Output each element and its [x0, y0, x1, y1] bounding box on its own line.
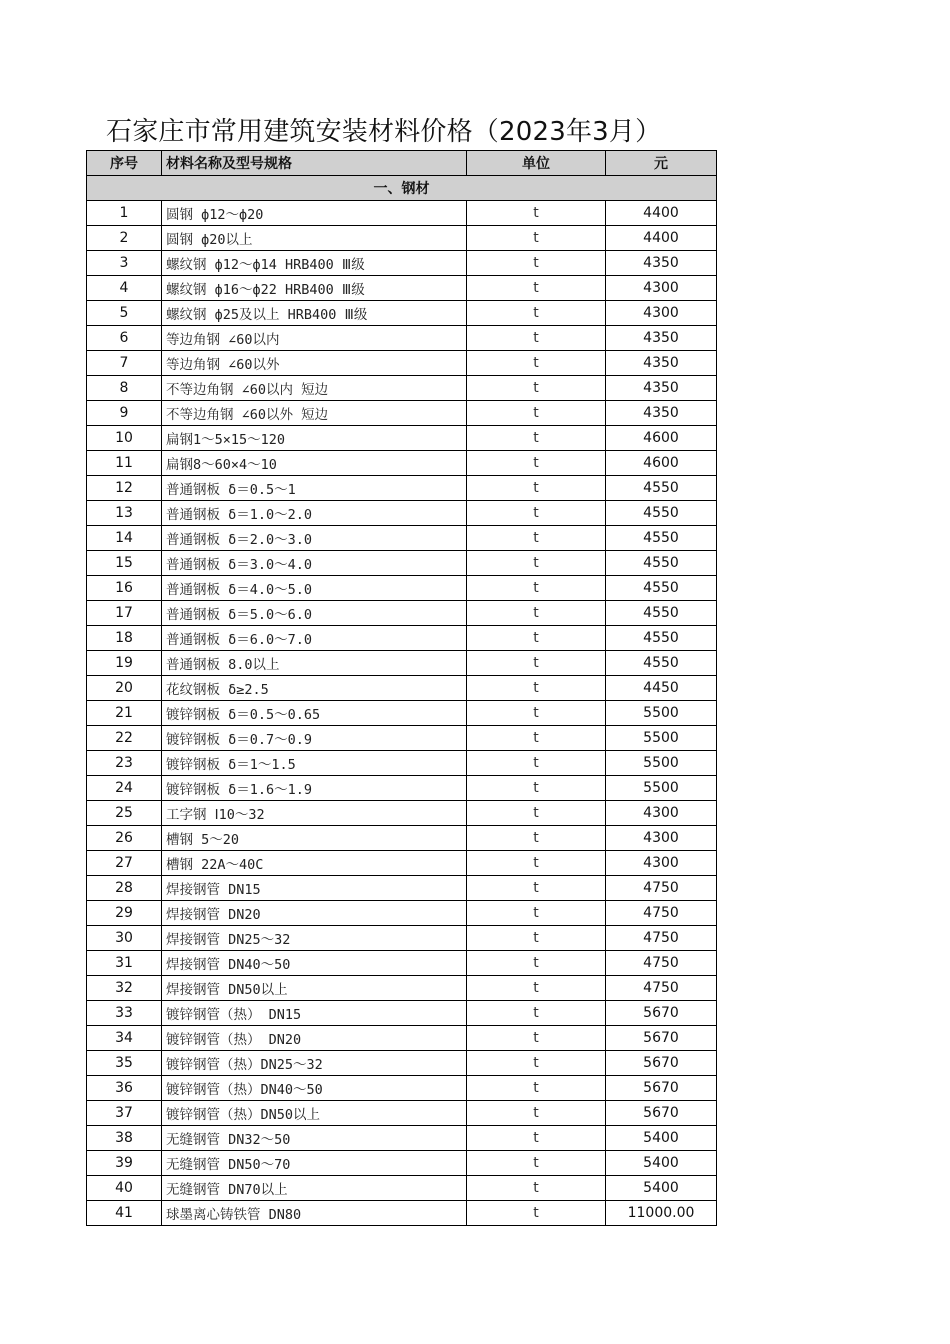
unit-cell: t: [467, 701, 606, 726]
material-name-cell: 不等边角钢 ∠60以外 短边: [162, 401, 467, 426]
table-row: [87, 1201, 717, 1226]
price-cell: 4750: [606, 876, 717, 901]
material-name-cell: 普通钢板 δ＝5.0～6.0: [162, 601, 467, 626]
material-name-cell: 无缝钢管 DN70以上: [162, 1176, 467, 1201]
material-name-cell: 不等边角钢 ∠60以内 短边: [162, 376, 467, 401]
serial-cell: 26: [87, 826, 162, 851]
serial-cell: 40: [87, 1176, 162, 1201]
material-name-cell: 等边角钢 ∠60以外: [162, 351, 467, 376]
unit-cell: t: [467, 351, 606, 376]
material-name-cell: 焊接钢管 DN25～32: [162, 926, 467, 951]
serial-cell: 37: [87, 1101, 162, 1126]
material-name-cell: 镀锌钢板 δ＝0.7～0.9: [162, 726, 467, 751]
material-name-cell: 焊接钢管 DN20: [162, 901, 467, 926]
unit-cell: t: [467, 376, 606, 401]
unit-cell: t: [467, 726, 606, 751]
table-row: [87, 251, 717, 276]
material-name-cell: 扁钢8～60×4～10: [162, 451, 467, 476]
price-cell: 4350: [606, 376, 717, 401]
unit-cell: t: [467, 526, 606, 551]
serial-cell: 6: [87, 326, 162, 351]
table-row: [87, 526, 717, 551]
unit-cell: t: [467, 626, 606, 651]
price-cell: 4600: [606, 426, 717, 451]
material-name-cell: 普通钢板 δ＝1.0～2.0: [162, 501, 467, 526]
price-cell: 4400: [606, 201, 717, 226]
table-row: [87, 676, 717, 701]
table-row: [87, 776, 717, 801]
table-row: [87, 1176, 717, 1201]
unit-cell: t: [467, 776, 606, 801]
unit-cell: t: [467, 1151, 606, 1176]
unit-cell: t: [467, 276, 606, 301]
unit-cell: t: [467, 576, 606, 601]
table-row: [87, 1076, 717, 1101]
unit-cell: t: [467, 801, 606, 826]
unit-cell: t: [467, 601, 606, 626]
material-name-cell: 球墨离心铸铁管 DN80: [162, 1201, 467, 1226]
price-cell: 4550: [606, 526, 717, 551]
unit-cell: t: [467, 926, 606, 951]
unit-cell: t: [467, 451, 606, 476]
price-cell: 4300: [606, 276, 717, 301]
serial-cell: 9: [87, 401, 162, 426]
price-cell: 4600: [606, 451, 717, 476]
table-row: [87, 1101, 717, 1126]
serial-cell: 20: [87, 676, 162, 701]
serial-cell: 14: [87, 526, 162, 551]
unit-cell: t: [467, 1076, 606, 1101]
table-row: [87, 876, 717, 901]
price-cell: 4550: [606, 551, 717, 576]
price-cell: 5670: [606, 1051, 717, 1076]
price-cell: 4350: [606, 401, 717, 426]
table-row: [87, 1126, 717, 1151]
serial-cell: 16: [87, 576, 162, 601]
unit-cell: t: [467, 876, 606, 901]
table-row: [87, 551, 717, 576]
price-cell: 5670: [606, 1076, 717, 1101]
price-cell: 5670: [606, 1026, 717, 1051]
serial-cell: 7: [87, 351, 162, 376]
material-name-cell: 等边角钢 ∠60以内: [162, 326, 467, 351]
unit-cell: t: [467, 676, 606, 701]
material-name-cell: 普通钢板 δ＝2.0～3.0: [162, 526, 467, 551]
price-cell: 4300: [606, 801, 717, 826]
serial-cell: 19: [87, 651, 162, 676]
price-cell: 4750: [606, 926, 717, 951]
unit-cell: t: [467, 901, 606, 926]
table-row: [87, 226, 717, 251]
price-cell: 4750: [606, 951, 717, 976]
serial-cell: 29: [87, 901, 162, 926]
price-cell: 5670: [606, 1101, 717, 1126]
serial-cell: 15: [87, 551, 162, 576]
unit-cell: t: [467, 1101, 606, 1126]
unit-cell: t: [467, 326, 606, 351]
table-row: [87, 751, 717, 776]
table-row: [87, 651, 717, 676]
price-cell: 5400: [606, 1176, 717, 1201]
table-row: [87, 1151, 717, 1176]
price-cell: 4450: [606, 676, 717, 701]
price-cell: 5400: [606, 1126, 717, 1151]
table-row: [87, 426, 717, 451]
table-row: [87, 801, 717, 826]
unit-cell: t: [467, 1201, 606, 1226]
unit-cell: t: [467, 1026, 606, 1051]
table-row: [87, 826, 717, 851]
serial-cell: 24: [87, 776, 162, 801]
table-row: [87, 726, 717, 751]
table-row: [87, 1026, 717, 1051]
table-row: [87, 926, 717, 951]
section-row: [87, 176, 717, 201]
material-name-cell: 工字钢 Ⅰ10～32: [162, 801, 467, 826]
price-cell: 4350: [606, 351, 717, 376]
price-cell: 11000.00: [606, 1201, 717, 1226]
unit-cell: t: [467, 551, 606, 576]
table-row: [87, 576, 717, 601]
header-row: [87, 151, 717, 176]
price-cell: 4550: [606, 601, 717, 626]
material-name-cell: 无缝钢管 DN50～70: [162, 1151, 467, 1176]
unit-cell: t: [467, 651, 606, 676]
price-cell: 4550: [606, 651, 717, 676]
unit-cell: t: [467, 826, 606, 851]
price-cell: 5500: [606, 751, 717, 776]
material-name-cell: 镀锌钢板 δ＝1～1.5: [162, 751, 467, 776]
price-cell: 4550: [606, 626, 717, 651]
table-row: [87, 301, 717, 326]
material-name-cell: 镀锌钢管（热）DN25～32: [162, 1051, 467, 1076]
unit-cell: t: [467, 501, 606, 526]
table-row: [87, 1051, 717, 1076]
table-row: [87, 376, 717, 401]
material-name-cell: 螺纹钢 ф16～ф22 HRB400 Ⅲ级: [162, 276, 467, 301]
table-row: [87, 701, 717, 726]
serial-cell: 11: [87, 451, 162, 476]
table-row: [87, 626, 717, 651]
unit-cell: t: [467, 1051, 606, 1076]
material-name-cell: 槽钢 22A～40C: [162, 851, 467, 876]
material-name-cell: 镀锌钢板 δ＝0.5～0.65: [162, 701, 467, 726]
table-row: [87, 976, 717, 1001]
material-name-cell: 焊接钢管 DN15: [162, 876, 467, 901]
unit-cell: t: [467, 401, 606, 426]
header-serial-number: 序号: [87, 151, 162, 176]
serial-cell: 10: [87, 426, 162, 451]
price-cell: 5670: [606, 1001, 717, 1026]
unit-cell: t: [467, 476, 606, 501]
serial-cell: 2: [87, 226, 162, 251]
unit-cell: t: [467, 251, 606, 276]
material-name-cell: 普通钢板 8.0以上: [162, 651, 467, 676]
table-row: [87, 476, 717, 501]
serial-cell: 23: [87, 751, 162, 776]
header-unit: 单位: [467, 151, 606, 176]
serial-cell: 22: [87, 726, 162, 751]
table-row: [87, 351, 717, 376]
serial-cell: 27: [87, 851, 162, 876]
material-name-cell: 无缝钢管 DN32～50: [162, 1126, 467, 1151]
material-name-cell: 镀锌钢管（热）DN40～50: [162, 1076, 467, 1101]
serial-cell: 21: [87, 701, 162, 726]
material-name-cell: 普通钢板 δ＝4.0～5.0: [162, 576, 467, 601]
serial-cell: 34: [87, 1026, 162, 1051]
serial-cell: 13: [87, 501, 162, 526]
table-row: [87, 1001, 717, 1026]
material-name-cell: 镀锌钢板 δ＝1.6～1.9: [162, 776, 467, 801]
unit-cell: t: [467, 301, 606, 326]
section-title: 一、钢材: [87, 176, 717, 201]
material-name-cell: 焊接钢管 DN40～50: [162, 951, 467, 976]
price-cell: 5500: [606, 776, 717, 801]
price-cell: 4350: [606, 326, 717, 351]
serial-cell: 39: [87, 1151, 162, 1176]
serial-cell: 32: [87, 976, 162, 1001]
serial-cell: 1: [87, 201, 162, 226]
material-name-cell: 镀锌钢管（热）DN50以上: [162, 1101, 467, 1126]
material-name-cell: 普通钢板 δ＝0.5～1: [162, 476, 467, 501]
price-cell: 4300: [606, 301, 717, 326]
table-row: [87, 276, 717, 301]
serial-cell: 8: [87, 376, 162, 401]
price-cell: 4300: [606, 826, 717, 851]
unit-cell: t: [467, 226, 606, 251]
unit-cell: t: [467, 976, 606, 1001]
table-row: [87, 901, 717, 926]
material-name-cell: 镀锌钢管（热） DN20: [162, 1026, 467, 1051]
price-cell: 4550: [606, 476, 717, 501]
table-row: [87, 326, 717, 351]
serial-cell: 35: [87, 1051, 162, 1076]
unit-cell: t: [467, 1176, 606, 1201]
price-cell: 4750: [606, 976, 717, 1001]
material-name-cell: 圆钢 ф20以上: [162, 226, 467, 251]
serial-cell: 38: [87, 1126, 162, 1151]
table-row: [87, 951, 717, 976]
price-table: [86, 150, 717, 1226]
price-cell: 4550: [606, 501, 717, 526]
serial-cell: 12: [87, 476, 162, 501]
material-name-cell: 槽钢 5～20: [162, 826, 467, 851]
price-cell: 5400: [606, 1151, 717, 1176]
serial-cell: 18: [87, 626, 162, 651]
serial-cell: 33: [87, 1001, 162, 1026]
price-cell: 5500: [606, 726, 717, 751]
price-cell: 4400: [606, 226, 717, 251]
price-cell: 4300: [606, 851, 717, 876]
price-cell: 4750: [606, 901, 717, 926]
serial-cell: 36: [87, 1076, 162, 1101]
serial-cell: 4: [87, 276, 162, 301]
table-row: [87, 401, 717, 426]
serial-cell: 25: [87, 801, 162, 826]
table-row: [87, 601, 717, 626]
unit-cell: t: [467, 1001, 606, 1026]
serial-cell: 17: [87, 601, 162, 626]
material-name-cell: 镀锌钢管（热） DN15: [162, 1001, 467, 1026]
material-name-cell: 圆钢 ф12～ф20: [162, 201, 467, 226]
material-name-cell: 螺纹钢 ф12～ф14 HRB400 Ⅲ级: [162, 251, 467, 276]
header-material-name: 材料名称及型号规格: [162, 151, 467, 176]
header-price: 元: [606, 151, 717, 176]
unit-cell: t: [467, 426, 606, 451]
material-name-cell: 焊接钢管 DN50以上: [162, 976, 467, 1001]
unit-cell: t: [467, 751, 606, 776]
material-name-cell: 扁钢1～5×15～120: [162, 426, 467, 451]
page-title: 石家庄市常用建筑安装材料价格（2023年3月）: [106, 117, 662, 147]
serial-cell: 31: [87, 951, 162, 976]
unit-cell: t: [467, 201, 606, 226]
table-row: [87, 501, 717, 526]
serial-cell: 5: [87, 301, 162, 326]
unit-cell: t: [467, 1126, 606, 1151]
material-name-cell: 普通钢板 δ＝6.0～7.0: [162, 626, 467, 651]
material-name-cell: 螺纹钢 ф25及以上 HRB400 Ⅲ级: [162, 301, 467, 326]
table-row: [87, 201, 717, 226]
unit-cell: t: [467, 851, 606, 876]
table-row: [87, 851, 717, 876]
serial-cell: 41: [87, 1201, 162, 1226]
price-cell: 4350: [606, 251, 717, 276]
unit-cell: t: [467, 951, 606, 976]
serial-cell: 28: [87, 876, 162, 901]
serial-cell: 3: [87, 251, 162, 276]
price-cell: 4550: [606, 576, 717, 601]
material-name-cell: 普通钢板 δ＝3.0～4.0: [162, 551, 467, 576]
serial-cell: 30: [87, 926, 162, 951]
material-name-cell: 花纹钢板 δ≥2.5: [162, 676, 467, 701]
price-cell: 5500: [606, 701, 717, 726]
table-row: [87, 451, 717, 476]
